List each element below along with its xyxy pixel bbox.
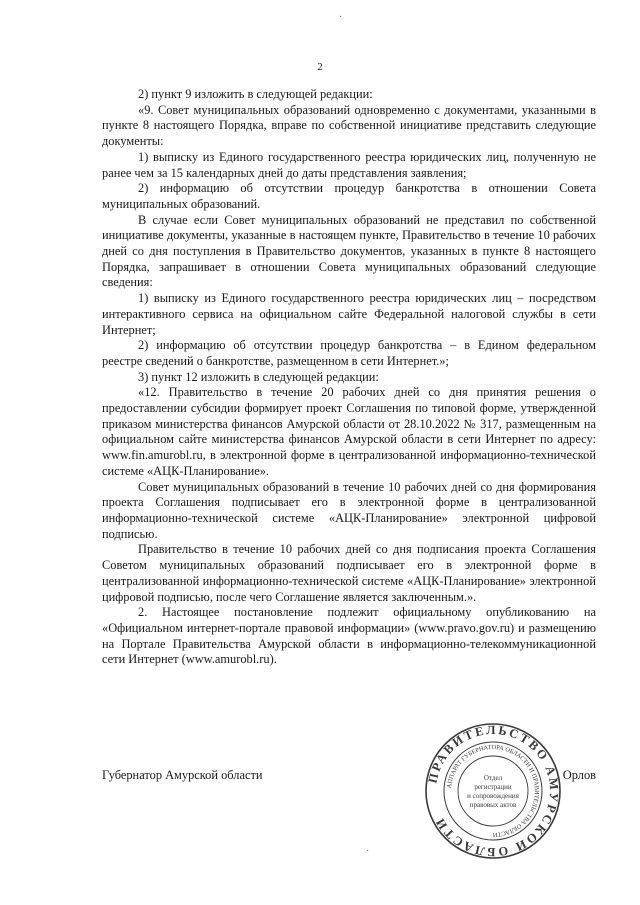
governor-name: . Орлов: [556, 768, 596, 782]
page-number: 2: [317, 61, 323, 73]
scan-mark-bottom: ·: [366, 846, 370, 857]
paragraph-9: «12. Правительство в течение 20 рабочих дней со дня принятия решения о предоставлении субсидии формирует проект Соглашения по типовой форме, утвержденной приказом министерства финансов Амурской области от 28.10.2022 № 317, размещенным на официальном сайте министерства финансов Амурской области в сети Интернет по адресу: www.fin.amurobl.ru, в электронной форме в централизованной информационно-технической системе «АЦК-Планирование».: [102, 385, 596, 478]
seal-center-line-4: правовых актов: [469, 801, 517, 809]
seal-center-line-2: регистрации: [474, 783, 512, 791]
seal-outer-text: ПРАВИТЕЛЬСТВО АМУРСКОЙ ОБЛАСТИ: [425, 722, 562, 860]
paragraph-12: 2. Настоящее постановление подлежит официальному опубликованию на «Официальном интернет-портале правовой информации» (www.pravo.gov.ru) и размещению на Портале Правительства Амурской области в информационно-телекоммуникационной сети Интернет (www.amurobl.ru).: [102, 605, 596, 667]
scan-mark-top: ·: [339, 12, 343, 23]
paragraph-1: 2) пункт 9 изложить в следующей редакции:: [138, 87, 373, 101]
paragraph-5: В случае если Совет муниципальных образований не представил по собственной инициативе документы, указанные в настоящем пункте, Правительство в течение 10 рабочих дней со дня поступления в Правительство документов, указанных в пункте 8 настоящего Порядка, запрашивает в отношении Совета муниципальных образований следующие сведения:: [102, 212, 596, 290]
document-body: [102, 87, 596, 668]
paragraph-6: 1) выписку из Единого государственного реестра юридических лиц – посредством интерактивного сервиса на официальном сайте Федеральной налоговой службы в сети Интернет;: [102, 291, 596, 337]
governor-title: Губернатор Амурской области: [102, 768, 263, 782]
seal-center: [467, 774, 519, 809]
seal-center-line-3: и сопровождения: [467, 792, 519, 800]
paragraph-7: 2) информацию об отсутствии процедур банкротства – в Едином федеральном реестре сведений о банкротстве, размещенном в сети Интернет.»;: [102, 338, 596, 368]
paragraph-8: 3) пункт 12 изложить в следующей редакции:: [138, 369, 379, 384]
paragraph-4: 2) информацию об отсутствии процедур банкротства в отношении Совета муниципальных образований.: [102, 181, 596, 211]
official-seal-stamp: [423, 721, 563, 861]
seal-middle-text: АППАРАТ ГУБЕРНАТОРА ОБЛАСТИ И ПРАВИТЕЛЬСТВА ОБЛАСТИ: [446, 743, 541, 839]
paragraph-3: 1) выписку из Единого государственного реестра юридических лиц, полученную не ранее чем за 15 календарных дней до даты представления заявления;: [102, 149, 596, 180]
paragraph-2: «9. Совет муниципальных образований одновременно с документами, указанными в пункте 8 настоящего Порядка, вправе по собственной инициативе представить следующие документы:: [102, 102, 596, 149]
paragraph-11: Правительство в течение 10 рабочих дней со дня подписания проекта Соглашения Советом муниципальных образований подписывает его в электронной форме в централизованной информационно-технической системе «АЦК-Планирование» электронной цифровой подписью, после чего Соглашение является заключенным.».: [102, 542, 596, 604]
paragraph-10: Совет муниципальных образований в течение 10 рабочих дней со дня формирования проекта Соглашения подписывает его в электронной форме в централизованной информационно-технической системе «АЦК-Планирование» электронной цифровой подписью.: [102, 479, 596, 541]
seal-center-line-1: Отдел: [483, 774, 503, 782]
